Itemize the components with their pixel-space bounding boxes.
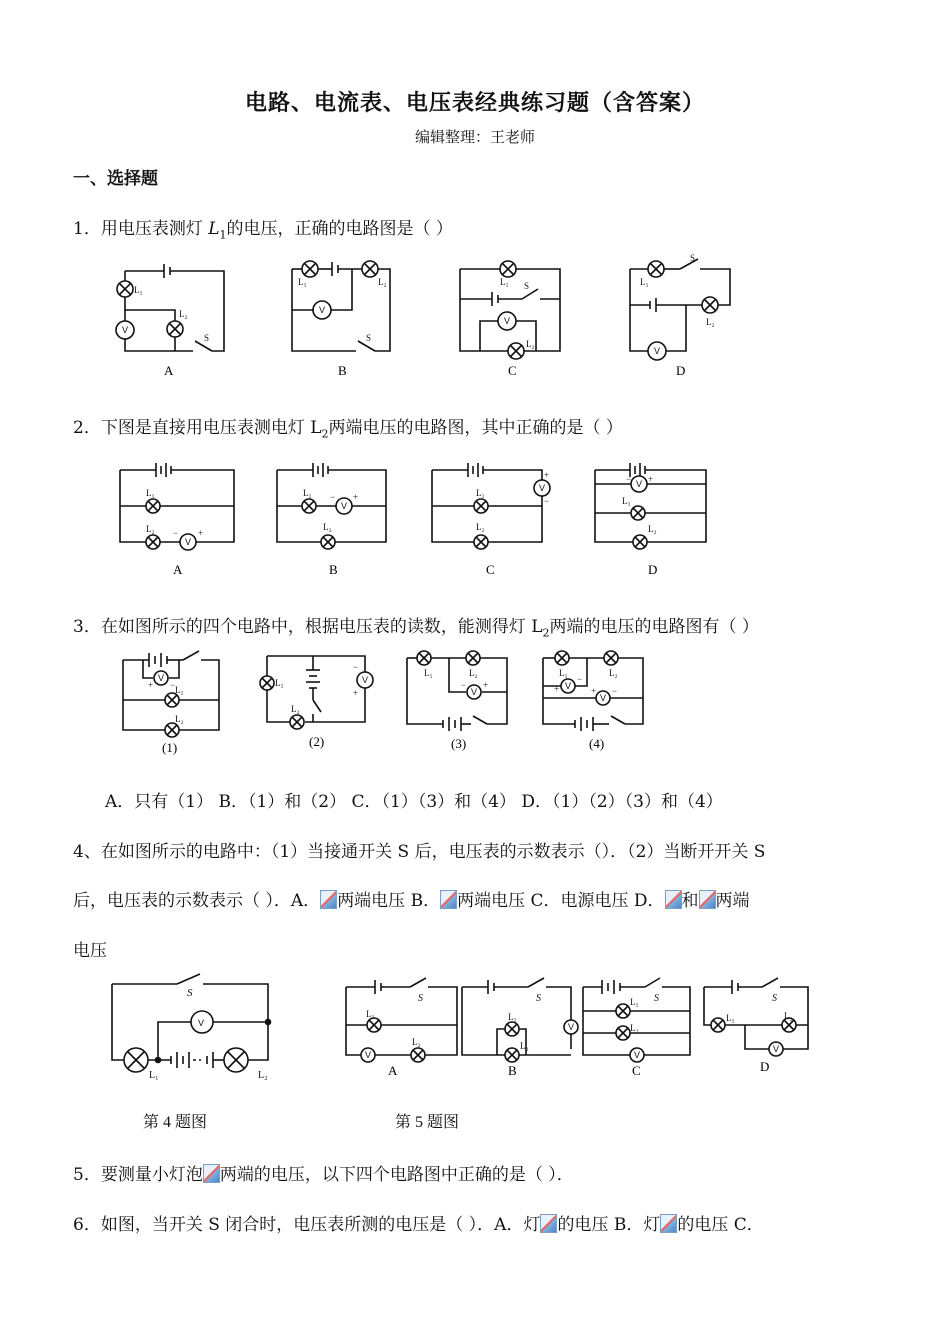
svg-text:−: − <box>170 680 176 690</box>
svg-text:V: V <box>636 479 643 489</box>
svg-text:V: V <box>504 316 511 326</box>
svg-text:S: S <box>204 333 210 343</box>
svg-text:L₁: L₁ <box>175 685 184 695</box>
svg-text:L₁: L₁ <box>500 277 509 287</box>
svg-text:+: + <box>353 688 359 698</box>
q3-circuit-2 <box>260 656 373 749</box>
svg-text:S: S <box>772 993 777 1004</box>
svg-text:L₁: L₁ <box>298 277 307 287</box>
svg-text:D: D <box>760 1059 770 1074</box>
svg-text:S: S <box>654 993 659 1004</box>
svg-text:+: + <box>591 686 597 696</box>
svg-text:V: V <box>654 346 661 356</box>
svg-text:C: C <box>486 562 495 577</box>
svg-text:V: V <box>634 1050 641 1060</box>
svg-text:+: + <box>554 684 560 694</box>
svg-text:L₁: L₁ <box>303 488 312 498</box>
svg-text:−: − <box>461 680 467 690</box>
q5-circuit-diagrams <box>340 975 820 1085</box>
svg-text:L₂: L₂ <box>378 277 387 287</box>
q3-options: A．只有（1） B．（1）和（2） C．（1）（3）和（4） D．（1）（2）（3）和（4） <box>105 792 723 812</box>
svg-text:A: A <box>173 562 183 577</box>
svg-text:L₂: L₂ <box>175 714 184 724</box>
svg-text:D: D <box>648 562 658 577</box>
q4-figure-caption: 第 4 题图 <box>143 1114 208 1131</box>
svg-text:L₁: L₁ <box>630 997 639 1007</box>
q1-circuit-c <box>460 261 560 378</box>
q3-circuit-4 <box>543 651 643 751</box>
svg-text:(3): (3) <box>451 736 467 751</box>
svg-text:A: A <box>388 1063 398 1078</box>
svg-text:+: + <box>198 528 204 538</box>
q1-circuit-b <box>292 261 390 378</box>
svg-text:L₁: L₁ <box>640 277 649 287</box>
svg-text:V: V <box>319 305 326 315</box>
svg-text:V: V <box>539 483 546 493</box>
svg-text:V: V <box>568 1022 575 1032</box>
svg-text:S: S <box>366 333 372 343</box>
q5-circuit-a <box>346 978 457 1078</box>
svg-text:L₂: L₂ <box>609 668 618 678</box>
svg-text:L₂: L₂ <box>179 309 188 319</box>
svg-text:L₂: L₂ <box>469 668 478 678</box>
svg-text:L₂: L₂ <box>648 524 657 534</box>
svg-text:C: C <box>632 1063 641 1078</box>
svg-text:V: V <box>600 693 607 703</box>
question-6: 6．如图，当开关 S 闭合时，电压表所测的电压是（ ）．A．灯 的电压 B．灯 的电压 C． <box>73 1215 764 1235</box>
svg-text:L₂: L₂ <box>291 704 300 714</box>
svg-text:V: V <box>773 1044 780 1054</box>
svg-text:L₁: L₁ <box>366 1009 375 1019</box>
page-subtitle: 编辑整理：王老师 <box>414 128 535 146</box>
svg-text:C: C <box>508 363 517 378</box>
q3-circuit-1 <box>123 651 219 755</box>
svg-text:−: − <box>330 492 336 502</box>
q2-circuit-diagrams <box>110 458 730 583</box>
svg-text:L₂: L₂ <box>526 339 535 349</box>
q2-circuit-a <box>120 463 234 577</box>
q1-circuit-d <box>630 253 730 378</box>
svg-text:B: B <box>508 1063 517 1078</box>
svg-text:−: − <box>544 496 550 506</box>
q2-circuit-b <box>277 463 386 577</box>
question-1: 1．用电压表测灯 $L_1$的电压，正确的电路图是（ ） <box>73 219 453 242</box>
svg-text:V: V <box>471 687 478 697</box>
svg-text:−: − <box>612 686 618 696</box>
svg-text:+: + <box>353 492 359 502</box>
q5-figure-caption: 第 5 题图 <box>395 1114 460 1131</box>
q3-circuit-diagrams <box>115 648 655 758</box>
svg-text:S: S <box>690 253 696 263</box>
svg-text:L₁: L₁ <box>424 668 433 678</box>
missing-image-icon <box>699 890 716 909</box>
svg-text:L₁: L₁ <box>476 488 485 498</box>
q4-circuit-diagram <box>105 970 280 1085</box>
q5-circuit-c <box>583 978 690 1078</box>
svg-text:L₁: L₁ <box>146 488 155 498</box>
svg-text:+: + <box>483 680 489 690</box>
svg-text:(4): (4) <box>589 736 605 751</box>
missing-image-icon <box>320 890 337 909</box>
svg-text:S: S <box>536 993 541 1004</box>
svg-text:S: S <box>524 281 530 291</box>
svg-text:L₂: L₂ <box>323 522 332 532</box>
svg-text:L₂: L₂ <box>476 522 485 532</box>
q1-circuit-diagrams <box>100 255 750 380</box>
svg-text:+: + <box>544 470 550 480</box>
svg-text:V: V <box>565 681 572 691</box>
svg-text:(1): (1) <box>162 740 178 755</box>
svg-text:L₂: L₂ <box>146 524 155 534</box>
section-heading: 一、选择题 <box>73 169 158 189</box>
question-4-line-1: 4、在如图所示的电路中：（1）当接通开关 S 后，电压表的示数表示（）．（2）当断开开关 S <box>73 842 766 862</box>
svg-text:(2): (2) <box>309 734 325 749</box>
svg-text:+: + <box>648 474 654 484</box>
svg-text:A: A <box>164 363 174 378</box>
svg-text:L₁: L₁ <box>275 678 284 688</box>
missing-image-icon <box>665 890 682 909</box>
q2-circuit-c <box>432 463 550 577</box>
svg-text:V: V <box>185 537 192 547</box>
svg-text:L₂: L₂ <box>258 1070 268 1081</box>
svg-text:L₂: L₂ <box>630 1023 639 1033</box>
svg-text:−: − <box>353 662 359 672</box>
q3-circuit-3 <box>407 651 507 751</box>
question-4-line-3: 电压 <box>73 941 107 961</box>
svg-text:L₁: L₁ <box>149 1070 159 1081</box>
q5-circuit-b <box>462 978 578 1078</box>
svg-text:L₁: L₁ <box>726 1013 735 1023</box>
svg-text:S: S <box>418 993 423 1004</box>
svg-text:V: V <box>158 673 165 683</box>
svg-text:−: − <box>626 474 632 484</box>
svg-text:L₂: L₂ <box>412 1037 421 1047</box>
question-4-line-2: 后，电压表的示数表示（ ）．A． 两端电压 B． 两端电压 C．电源电压 D． 和 两端 <box>73 891 750 911</box>
question-3: 3．在如图所示的四个电路中，根据电压表的读数，能测得灯 $L_2$两端的电压的电路图有（ ） <box>73 617 759 640</box>
svg-text:L₁: L₁ <box>134 285 143 295</box>
q2-circuit-d <box>595 463 706 577</box>
svg-text:V: V <box>365 1050 372 1060</box>
question-5: 5．要测量小灯泡 两端的电压，以下四个电路图中正确的是（ ）． <box>73 1165 574 1185</box>
svg-text:+: + <box>148 680 154 690</box>
svg-text:−: − <box>577 674 583 684</box>
missing-image-icon <box>660 1214 677 1233</box>
svg-text:L₁: L₁ <box>622 496 631 506</box>
svg-text:B: B <box>338 363 347 378</box>
svg-text:V: V <box>362 675 369 685</box>
svg-text:V: V <box>122 325 129 335</box>
svg-text:L₂: L₂ <box>706 317 715 327</box>
svg-text:D: D <box>676 363 686 378</box>
svg-text:L₂: L₂ <box>520 1041 529 1051</box>
missing-image-icon <box>440 890 457 909</box>
svg-text:L₁: L₁ <box>508 1012 517 1022</box>
missing-image-icon <box>203 1164 220 1183</box>
svg-text:L₂: L₂ <box>784 1011 793 1021</box>
q1-circuit-a <box>116 264 224 378</box>
svg-text:V: V <box>341 501 348 511</box>
svg-text:S: S <box>187 987 193 999</box>
svg-text:−: − <box>173 528 179 538</box>
q5-circuit-d <box>704 978 808 1074</box>
svg-text:B: B <box>329 562 338 577</box>
svg-text:L₁: L₁ <box>559 668 568 678</box>
missing-image-icon <box>540 1214 557 1233</box>
page-title: 电路、电流表、电压表经典练习题（含答案） <box>244 90 705 116</box>
question-2: 2．下图是直接用电压表测电灯 $L_2$两端电压的电路图，其中正确的是（ ） <box>73 418 623 441</box>
svg-text:V: V <box>198 1018 205 1028</box>
